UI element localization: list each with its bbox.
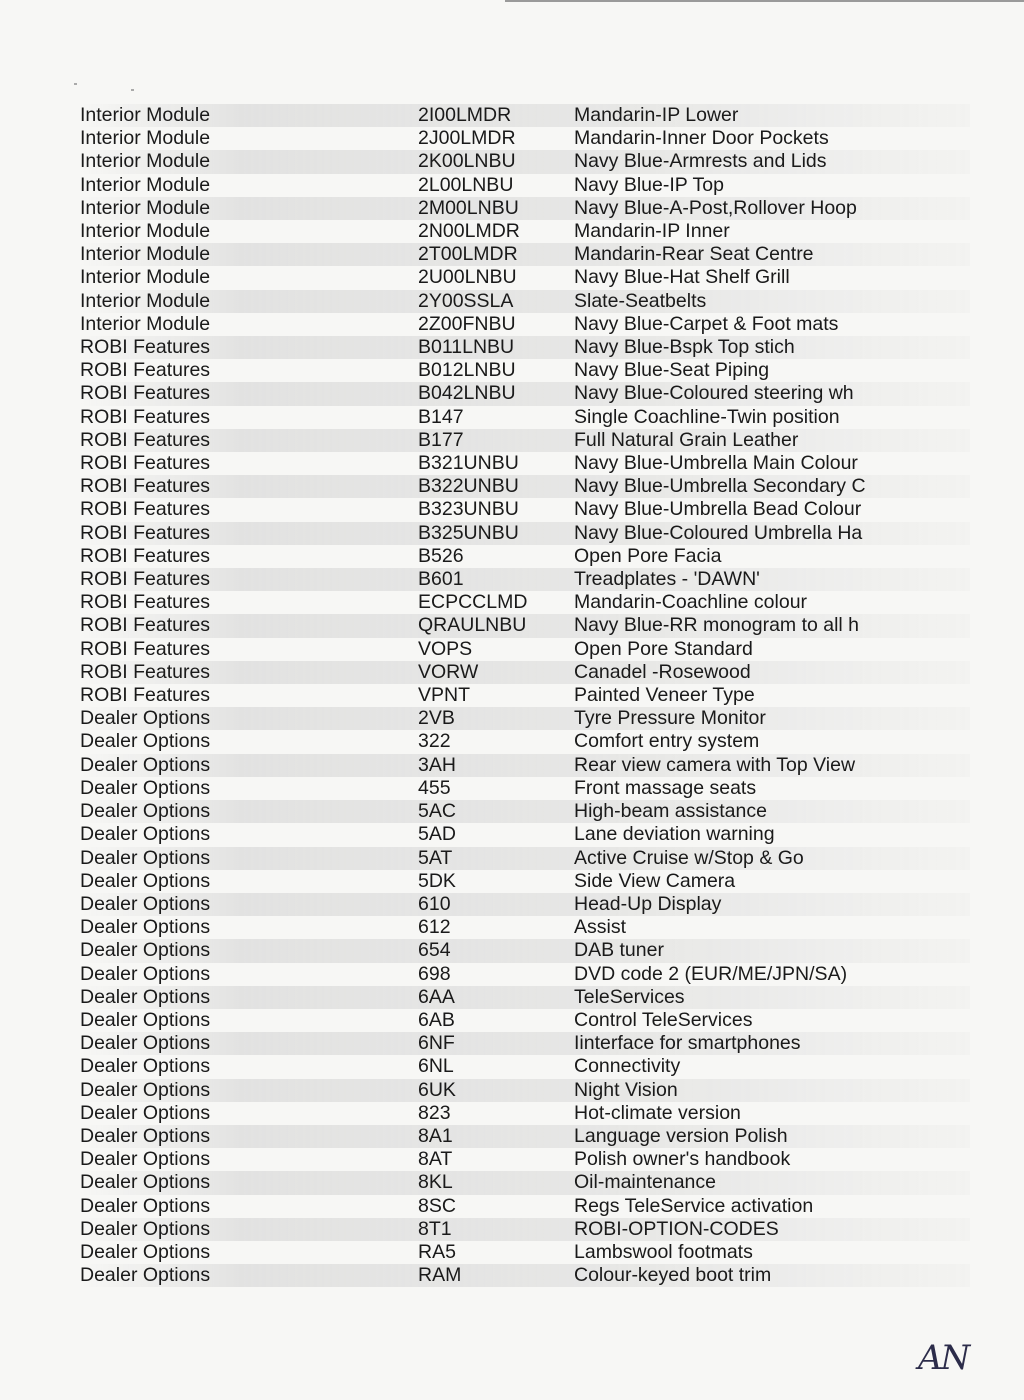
code-cell: B042LNBU (418, 382, 516, 405)
description-cell: Navy Blue-Hat Shelf Grill (574, 266, 790, 289)
category-cell: Interior Module (80, 220, 211, 243)
description-cell: Oil-maintenance (574, 1171, 716, 1194)
code-cell: VPNT (418, 684, 471, 707)
category-cell: ROBI Features (80, 521, 211, 544)
description-cell: Navy Blue-Bspk Top stich (574, 336, 795, 359)
category-cell: Dealer Options (80, 939, 211, 962)
description-cell: Open Pore Standard (574, 637, 753, 660)
description-cell: Navy Blue-Seat Piping (574, 359, 770, 382)
category-cell: Dealer Options (80, 1032, 211, 1055)
table-row (80, 823, 970, 846)
category-cell: Dealer Options (80, 800, 211, 823)
category-cell: Dealer Options (80, 1124, 211, 1147)
category-cell: Interior Module (80, 196, 211, 219)
table-row (80, 1055, 970, 1078)
category-cell: Dealer Options (80, 1078, 211, 1101)
description-cell: Regs TeleService activation (574, 1194, 814, 1217)
code-cell: 2I00LMDR (418, 104, 512, 126)
description-cell: Painted Veneer Type (574, 684, 755, 707)
code-cell: 8AT (418, 1148, 453, 1171)
category-cell: ROBI Features (80, 660, 211, 683)
table-row (80, 939, 970, 962)
table-row (80, 220, 970, 243)
scan-edge-line (505, 0, 1024, 2)
code-cell: 2VB (418, 707, 455, 730)
description-cell: Navy Blue-Umbrella Secondary C (574, 475, 866, 498)
category-cell: ROBI Features (80, 544, 211, 567)
category-cell: Interior Module (80, 150, 211, 173)
table-row (80, 800, 970, 823)
table-row (80, 1009, 970, 1032)
description-cell: DAB tuner (574, 939, 664, 962)
description-cell: TeleServices (574, 985, 685, 1008)
category-cell: ROBI Features (80, 475, 211, 498)
table-row (80, 614, 970, 637)
table-row (80, 1102, 970, 1125)
table-row (80, 1264, 970, 1287)
table-row (80, 104, 970, 127)
scan-speck (131, 89, 134, 91)
category-cell: ROBI Features (80, 382, 211, 405)
category-cell: Dealer Options (80, 892, 211, 915)
description-cell: Hot-climate version (574, 1101, 741, 1124)
category-cell: Dealer Options (80, 823, 211, 846)
category-cell: Dealer Options (80, 1264, 211, 1287)
category-cell: ROBI Features (80, 359, 211, 382)
description-cell: Treadplates - 'DAWN' (574, 568, 760, 591)
description-cell: Head-Up Display (574, 892, 722, 915)
category-cell: Dealer Options (80, 1240, 211, 1263)
table-row (80, 638, 970, 661)
table-row (80, 1171, 970, 1194)
table-row (80, 707, 970, 730)
code-cell: B526 (418, 544, 464, 567)
description-cell: Assist (574, 916, 627, 939)
description-cell: ROBI-OPTION-CODES (574, 1217, 779, 1240)
description-cell: Side View Camera (574, 869, 736, 892)
category-cell: Interior Module (80, 104, 211, 126)
description-cell: Control TeleServices (574, 1008, 753, 1031)
table-row (80, 243, 970, 266)
description-cell: Active Cruise w/Stop & Go (574, 846, 804, 869)
description-cell: Slate-Seatbelts (574, 289, 707, 312)
table-row (80, 1079, 970, 1102)
category-cell: Interior Module (80, 173, 211, 196)
category-cell: ROBI Features (80, 498, 211, 521)
table-row (80, 870, 970, 893)
code-cell: 5AT (418, 846, 453, 869)
table-row (80, 475, 970, 498)
code-cell: 6AA (418, 985, 455, 1008)
description-cell: Navy Blue-Umbrella Main Colour (574, 452, 858, 475)
code-cell: B011LNBU (418, 336, 515, 359)
description-cell: Mandarin-Inner Door Pockets (574, 127, 829, 150)
table-row (80, 290, 970, 313)
code-cell: 455 (418, 776, 451, 799)
code-cell: 2J00LMDR (418, 127, 516, 150)
description-cell: Language version Polish (574, 1124, 788, 1147)
code-cell: 2N00LMDR (418, 220, 520, 243)
code-cell: 3AH (418, 753, 456, 776)
code-cell: VOPS (418, 637, 473, 660)
category-cell: Dealer Options (80, 916, 211, 939)
category-cell: Dealer Options (80, 1008, 211, 1031)
options-table (80, 104, 970, 1287)
description-cell: Navy Blue-Armrests and Lids (574, 150, 827, 173)
description-cell: Single Coachline-Twin position (574, 405, 840, 428)
description-cell: Full Natural Grain Leather (574, 428, 799, 451)
description-cell: Navy Blue-Umbrella Bead Colour (574, 498, 862, 521)
category-cell: ROBI Features (80, 405, 211, 428)
category-cell: Interior Module (80, 243, 211, 266)
code-cell: QRAULNBU (418, 614, 527, 637)
description-cell: Lane deviation warning (574, 823, 775, 846)
table-row (80, 150, 970, 173)
description-cell: Navy Blue-Carpet & Foot mats (574, 312, 839, 335)
table-row (80, 545, 970, 568)
category-cell: ROBI Features (80, 428, 211, 451)
code-cell: VORW (418, 660, 479, 683)
table-row (80, 777, 970, 800)
code-cell: B321UNBU (418, 452, 519, 475)
code-cell: 823 (418, 1101, 451, 1124)
code-cell: 8A1 (418, 1124, 453, 1147)
code-cell: 6AB (418, 1008, 455, 1031)
code-cell: 5AD (418, 823, 456, 846)
category-cell: Dealer Options (80, 1055, 211, 1078)
table-row (80, 916, 970, 939)
table-row (80, 336, 970, 359)
table-row (80, 661, 970, 684)
code-cell: 2U00LNBU (418, 266, 517, 289)
category-cell: Interior Module (80, 312, 211, 335)
code-cell: 2K00LNBU (418, 150, 516, 173)
code-cell: 2M00LNBU (418, 196, 519, 219)
description-cell: Navy Blue-IP Top (574, 173, 724, 196)
table-row (80, 429, 970, 452)
description-cell: Open Pore Facia (574, 544, 722, 567)
code-cell: B322UNBU (418, 475, 519, 498)
code-cell: B601 (418, 568, 464, 591)
category-cell: Dealer Options (80, 869, 211, 892)
category-cell: Dealer Options (80, 1101, 211, 1124)
category-cell: Dealer Options (80, 776, 211, 799)
description-cell: Canadel -Rosewood (574, 660, 751, 683)
table-row (80, 197, 970, 220)
description-cell: Rear view camera with Top View (574, 753, 856, 776)
category-cell: Dealer Options (80, 730, 211, 753)
table-row (80, 452, 970, 475)
category-cell: Dealer Options (80, 1171, 211, 1194)
category-cell: ROBI Features (80, 336, 211, 359)
table-row (80, 1148, 970, 1171)
table-row (80, 1032, 970, 1055)
code-cell: 2Y00SSLA (418, 289, 514, 312)
table-row (80, 893, 970, 916)
table-row (80, 1125, 970, 1148)
code-cell: 5DK (418, 869, 456, 892)
description-cell: Navy Blue-Coloured Umbrella Ha (574, 521, 863, 544)
description-cell: Mandarin-Coachline colour (574, 591, 808, 614)
code-cell: B177 (418, 428, 464, 451)
table-row (80, 127, 970, 150)
description-cell: Connectivity (574, 1055, 681, 1078)
description-cell: Iinterface for smartphones (574, 1032, 801, 1055)
code-cell: 6NF (418, 1032, 455, 1055)
table-row (80, 498, 970, 521)
table-row (80, 730, 970, 753)
table-row (80, 986, 970, 1009)
description-cell: Mandarin-IP Lower (574, 104, 739, 126)
category-cell: Interior Module (80, 127, 211, 150)
code-cell: B012LNBU (418, 359, 516, 382)
scan-speck (74, 83, 77, 85)
category-cell: ROBI Features (80, 684, 211, 707)
code-cell: 5AC (418, 800, 456, 823)
code-cell: B147 (418, 405, 464, 428)
table-row (80, 963, 970, 986)
code-cell: 322 (418, 730, 451, 753)
category-cell: Dealer Options (80, 707, 211, 730)
description-cell: Navy Blue-A-Post,Rollover Hoop (574, 196, 857, 219)
table-row (80, 522, 970, 545)
description-cell: Tyre Pressure Monitor (574, 707, 766, 730)
description-cell: Mandarin-Rear Seat Centre (574, 243, 814, 266)
code-cell: 8T1 (418, 1217, 452, 1240)
code-cell: 654 (418, 939, 451, 962)
category-cell: Dealer Options (80, 846, 211, 869)
code-cell: 612 (418, 916, 451, 939)
description-cell: Navy Blue-RR monogram to all h (574, 614, 860, 637)
options-table-body (80, 104, 970, 1287)
code-cell: 2L00LNBU (418, 173, 514, 196)
description-cell: Comfort entry system (574, 730, 760, 753)
table-row (80, 266, 970, 289)
code-cell: 8KL (418, 1171, 453, 1194)
code-cell: B325UNBU (418, 521, 519, 544)
code-cell: B323UNBU (418, 498, 519, 521)
table-row (80, 382, 970, 405)
handwritten-initials: AN (918, 1338, 969, 1378)
code-cell: 698 (418, 962, 451, 985)
table-row (80, 1241, 970, 1264)
table-row (80, 591, 970, 614)
table-row (80, 174, 970, 197)
category-cell: Dealer Options (80, 1217, 211, 1240)
description-cell: Navy Blue-Coloured steering wh (574, 382, 854, 405)
code-cell: 6NL (418, 1055, 454, 1078)
code-cell: RAM (418, 1264, 462, 1287)
description-cell: Front massage seats (574, 776, 757, 799)
code-cell: 6UK (418, 1078, 456, 1101)
description-cell: Night Vision (574, 1078, 678, 1101)
code-cell: 610 (418, 892, 451, 915)
category-cell: ROBI Features (80, 591, 211, 614)
category-cell: ROBI Features (80, 637, 211, 660)
code-cell: 2Z00FNBU (418, 312, 516, 335)
category-cell: ROBI Features (80, 614, 211, 637)
table-row (80, 684, 970, 707)
description-cell: Colour-keyed boot trim (574, 1264, 772, 1287)
table-row (80, 754, 970, 777)
description-cell: DVD code 2 (EUR/ME/JPN/SA) (574, 962, 848, 985)
category-cell: Dealer Options (80, 753, 211, 776)
table-row (80, 847, 970, 870)
code-cell: 2T00LMDR (418, 243, 518, 266)
category-cell: Dealer Options (80, 1148, 211, 1171)
category-cell: Interior Module (80, 266, 211, 289)
category-cell: Interior Module (80, 289, 211, 312)
table-row (80, 1218, 970, 1241)
table-row (80, 1195, 970, 1218)
table-row (80, 406, 970, 429)
category-cell: Dealer Options (80, 1194, 211, 1217)
code-cell: 8SC (418, 1194, 456, 1217)
description-cell: Lambswool footmats (574, 1240, 753, 1263)
category-cell: Dealer Options (80, 962, 211, 985)
description-cell: Mandarin-IP Inner (574, 220, 730, 243)
description-cell: High-beam assistance (574, 800, 767, 823)
table-row (80, 359, 970, 382)
table-row (80, 313, 970, 336)
description-cell: Polish owner's handbook (574, 1148, 791, 1171)
category-cell: ROBI Features (80, 568, 211, 591)
category-cell: Dealer Options (80, 985, 211, 1008)
code-cell: RA5 (418, 1240, 456, 1263)
code-cell: ECPCCLMD (418, 591, 528, 614)
category-cell: ROBI Features (80, 452, 211, 475)
table-row (80, 568, 970, 591)
